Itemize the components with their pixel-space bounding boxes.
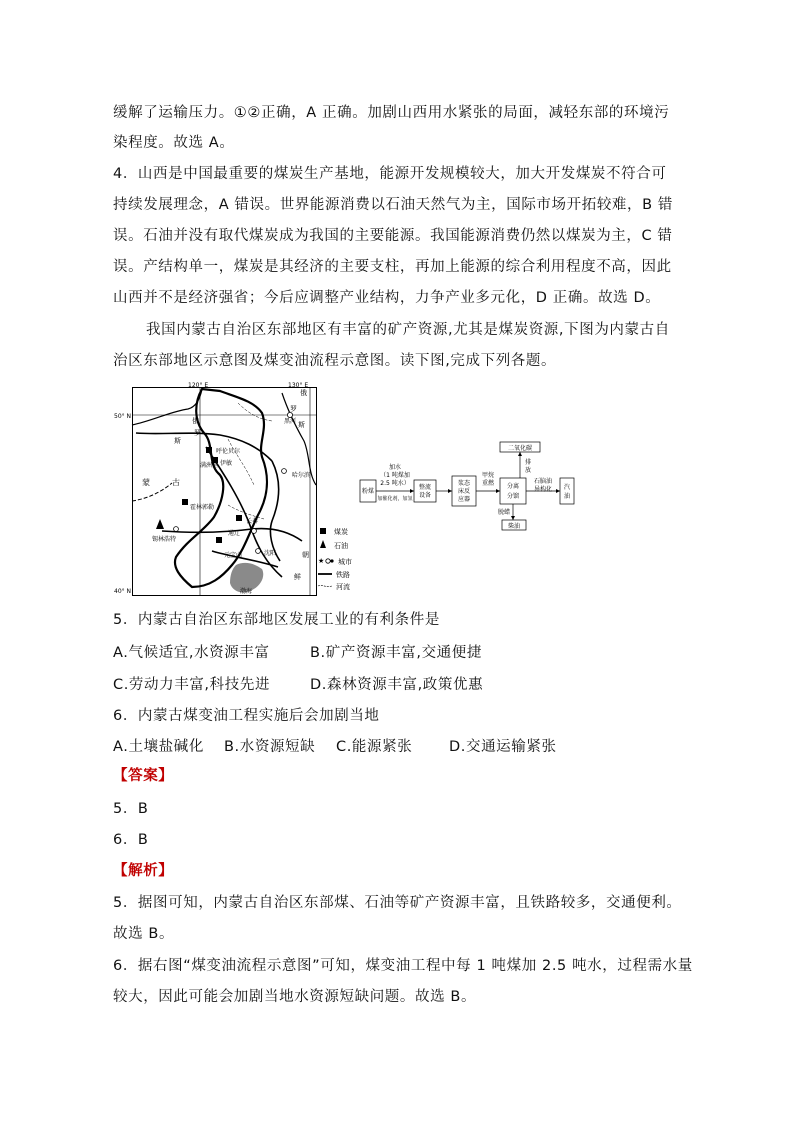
flow-step: 甲烷: [481, 472, 495, 479]
box-reactor: 应器: [457, 496, 471, 503]
box-diesel: 柴油: [507, 523, 521, 530]
map-label: 渤海: [240, 588, 253, 595]
text-line: 治区东部地区示意图及煤变油流程示意图。读下图,完成下列各题。: [113, 353, 557, 369]
lat-label-top: 50° N: [114, 413, 132, 420]
flow-step: 石脑油: [533, 478, 553, 485]
analysis-line: 故选 B。: [113, 926, 175, 942]
legend-oil: 石油: [334, 542, 348, 550]
map-legend: [318, 526, 358, 592]
text-line: 染程度。故选 A。: [113, 135, 235, 151]
map-label: 罗: [290, 405, 297, 413]
option-6d: D.交通运输紧张: [449, 739, 557, 755]
map-label: 黑河: [284, 418, 297, 425]
text-line: 缓解了运输压力。①②正确，A 正确。加剧山西用水紧张的局面，减轻东部的环境污: [113, 105, 670, 121]
map-label: 蒙: [142, 478, 150, 487]
analysis-line: 较大，因此可能会加剧当地水资源短缺问题。故选 B。: [113, 989, 477, 1005]
flow-step: （1 吨煤加: [380, 472, 410, 479]
map-label: 通辽: [228, 530, 241, 537]
map-label: 锡林浩特: [152, 536, 177, 543]
map-label: 哈尔滨: [292, 472, 311, 479]
option-5d: D.森林资源丰富,政策优惠: [310, 677, 484, 693]
map-label: 沈阳: [264, 550, 277, 557]
box-separate: 分馏: [506, 493, 520, 500]
answer-6: 6．B: [113, 832, 149, 848]
answer-heading: 【答案】: [113, 768, 174, 784]
flow-step: 放: [524, 467, 532, 474]
option-6b: B.水资源短缺: [224, 739, 316, 755]
box-reactor: 浆态: [457, 480, 471, 487]
question-6: 6．内蒙古煤变油工程实施后会加剧当地: [113, 708, 380, 724]
text-line: 持续发展理念，A 错误。世界能源消费以石油天然气为主，国际市场开拓较难，B 错: [113, 197, 673, 213]
flow-step: 异构化: [533, 486, 553, 493]
text-line: 误。石油并没有取代煤炭成为我国的主要能源。我国能源消费仍然以煤炭为主，C 错: [113, 228, 673, 244]
map-label: 罗: [194, 429, 201, 437]
legend-coal: 煤炭: [334, 528, 348, 536]
box-separate: 分离: [506, 483, 520, 490]
option-5c: C.劳动力丰富,科技先进: [113, 677, 271, 693]
text-line: 我国内蒙古自治区东部地区有丰富的矿产资源,尤其是煤炭资源,下图为内蒙古自: [146, 322, 670, 338]
map-label: 满洲里: [200, 462, 219, 469]
flow-step: 排: [524, 459, 532, 466]
box-co2: 二氧化碳: [507, 445, 533, 452]
box-reactor: 床反: [457, 488, 471, 495]
map-label: 斯: [174, 437, 181, 445]
map-label: 长春: [246, 518, 259, 525]
legend-city: 城市: [338, 558, 352, 566]
answer-5: 5．B: [113, 801, 149, 817]
coal-to-oil-flowchart: [360, 440, 590, 530]
question-5: 5．内蒙古自治区东部地区发展工业的有利条件是: [113, 612, 440, 628]
map-label: 伊敏: [220, 460, 233, 467]
option-5a: A.气候适宜,水资源丰富: [113, 645, 270, 661]
analysis-line: 6．据右图“煤变油流程示意图”可知，煤变油工程中每 1 吨煤加 2.5 吨水，过程需水量: [113, 958, 693, 974]
text-line: 4．山西是中国最重要的煤炭生产基地，能源开发规模较大，加大开发煤炭不符合可: [113, 166, 667, 182]
lat-label-bottom: 40° N: [114, 588, 132, 595]
option-6a: A.土壤盐碱化: [113, 739, 204, 755]
map-label: 元宝山: [224, 552, 243, 559]
option-5b: B.矿产资源丰富,交通便捷: [310, 645, 482, 661]
map-label: 鲜: [294, 573, 301, 581]
flow-step: 脱蜡: [497, 509, 511, 516]
svg-text:★: ★: [318, 557, 325, 565]
box-slurry: 设备: [418, 492, 432, 499]
map-label: 朝: [302, 551, 309, 559]
box-slurry: 整流: [418, 484, 432, 491]
text-line: 山西并不是经济强省；今后应调整产业结构，力争产业多元化，D 正确。故选 D。: [113, 290, 661, 306]
lon-label-left: 120° E: [188, 382, 209, 389]
box-coal: 粉煤: [361, 488, 375, 495]
option-6c: C.能源紧张: [336, 739, 413, 755]
analysis-heading: 【解析】: [113, 863, 174, 879]
text-line: 误。产结构单一，煤炭是其经济的主要支柱，再加上能源的综合利用程度不高，因此: [113, 259, 672, 275]
flow-step: 加催化剂，加氢: [377, 496, 413, 502]
map-label: 俄: [300, 389, 307, 397]
flow-step: 重燃: [481, 480, 495, 487]
region-map: [114, 381, 318, 597]
lon-label-right: 130° E: [288, 382, 309, 389]
map-label: 俄: [192, 417, 199, 425]
analysis-line: 5．据图可知，内蒙古自治区东部煤、石油等矿产资源丰富，且铁路较多，交通便利。: [113, 895, 682, 911]
box-gasoline: 油: [563, 493, 571, 500]
map-label: 霍林郭勒: [190, 504, 215, 511]
flow-step: 加水: [388, 464, 402, 471]
map-label: 呼伦贝尔: [216, 448, 241, 455]
legend-river: 河流: [336, 583, 350, 591]
map-label: 斯: [298, 421, 305, 429]
flow-step: 2.5 吨水）: [380, 480, 410, 487]
legend-railway: 铁路: [336, 571, 350, 579]
box-gasoline: 汽: [563, 484, 571, 491]
map-label: 古: [172, 478, 180, 487]
